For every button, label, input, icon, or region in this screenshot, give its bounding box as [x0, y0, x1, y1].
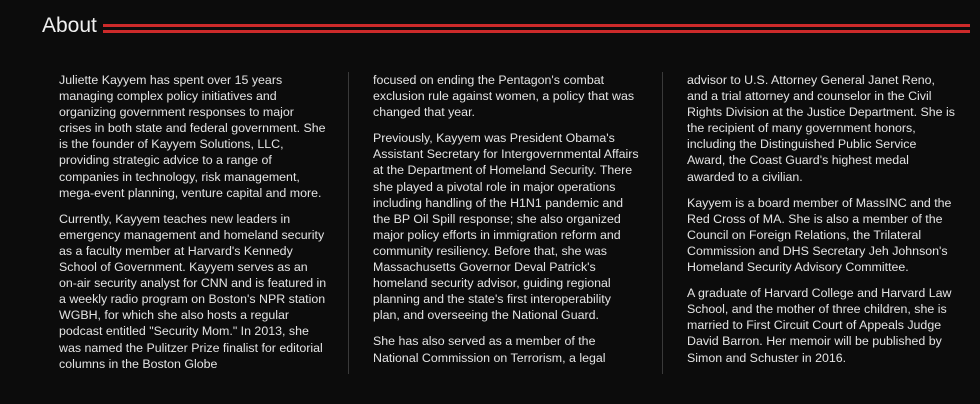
bio-paragraph: Currently, Kayyem teaches new leaders in emergency management and homeland security as a faculty member at Harvard's Kennedy School of Government. Kayyem serves as an on-air security analyst for CNN and is featured in a weekly radio program on Boston's NPR station WGBH, for which she also hosts a regular podcast entitled "Security Mom." In 2013, she was named the Pulitzer Prize finalist for editorial columns in the Boston Globe	[59, 211, 327, 371]
bio-paragraph: Kayyem is a board member of MassINC and the Red Cross of MA. She is also a member of the Council on Foreign Relations, the Trilateral Commission and DHS Secretary Jeh Johnson's Homeland Security Advisory Committee.	[687, 195, 952, 275]
column-divider	[348, 72, 349, 374]
bio-column-2	[373, 72, 641, 376]
bio-paragraph: A graduate of Harvard College and Harvard Law School, and the mother of three children, she is married to First Circuit Court of Appeals Judge David Barron. Her memoir will be published by Simon and Schuster in 2016.	[687, 286, 952, 365]
section-title: About	[42, 14, 97, 37]
bio-paragraph: focused on ending the Pentagon's combat exclusion rule against women, a policy that was changed that year.	[373, 73, 635, 120]
bio-paragraph: She has also served as a member of the National Commission on Terrorism, a legal	[373, 334, 606, 365]
accent-line-bottom	[103, 30, 970, 33]
header-accent-rule	[103, 24, 970, 33]
bio-paragraph: Previously, Kayyem was President Obama's Assistant Secretary for Intergovernmental Affairs at the Department of Homeland Security. There she played a pivotal role in major operations including handling of the H1N1 pandemic and the BP Oil Spill response; she also organized major policy efforts in immigration reform and community resiliency. Before that, she was Massachusetts Governor Deval Patrick's homeland security advisor, guiding regional planning and the state's first interoperability plan, and overseeing the National Guard.	[373, 131, 639, 323]
bio-column-1	[59, 72, 327, 382]
bio-paragraph: advisor to U.S. Attorney General Janet Reno, and a trial attorney and counselor in the Civil Rights Division at the Justice Department. She is the recipient of many government honors, including the Distinguished Public Service Award, the Coast Guard's highest medal awarded to a civilian.	[687, 73, 955, 184]
bio-columns	[0, 72, 980, 377]
bio-column-3	[687, 72, 955, 376]
column-divider	[662, 72, 663, 374]
bio-paragraph: Juliette Kayyem has spent over 15 years managing complex policy initiatives and organizing government responses to major crises in both state and federal government. She is the founder of Kayyem Solutions, LLC, providing strategic advice to a range of companies in technology, risk management, mega-event planning, venture capital and more.	[59, 73, 326, 200]
section-header	[42, 12, 970, 40]
accent-line-top	[103, 24, 970, 27]
